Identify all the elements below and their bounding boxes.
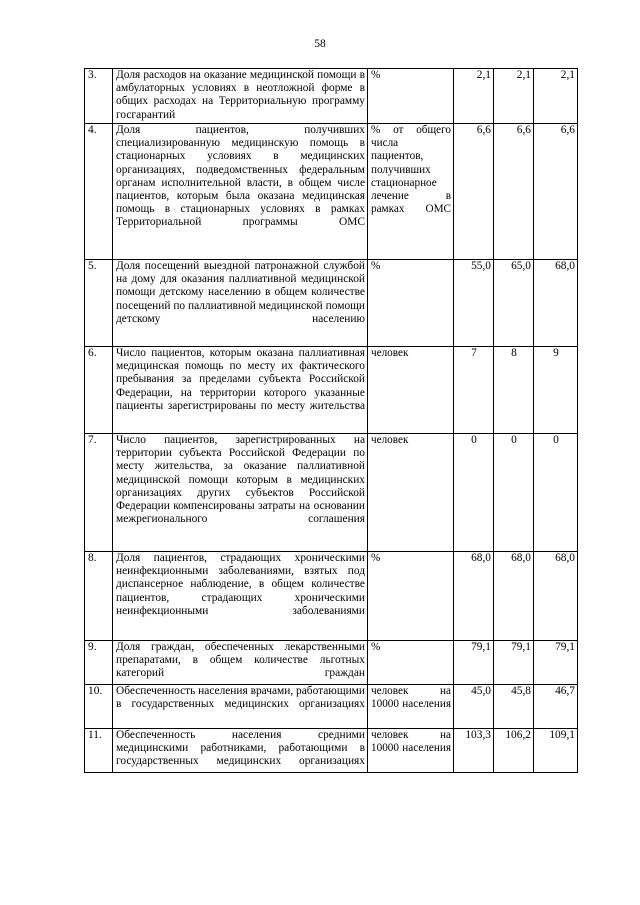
value-year-2: 8 <box>494 347 534 434</box>
table-row <box>85 69 578 124</box>
unit-of-measure: % <box>368 641 454 685</box>
table-row <box>85 552 578 641</box>
value-year-3: 0 <box>534 434 578 552</box>
indicator-name: Обеспеченность населения врачами, работающими в государственных медицинских организациях <box>113 685 368 729</box>
table-row <box>85 347 578 434</box>
value-year-2: 79,1 <box>494 641 534 685</box>
table-row <box>85 641 578 685</box>
row-number: 11. <box>85 729 113 773</box>
row-number: 5. <box>85 260 113 347</box>
page-number: 58 <box>314 38 326 50</box>
row-number: 8. <box>85 552 113 641</box>
value-year-2: 68,0 <box>494 552 534 641</box>
indicator-name: Доля пациентов, страдающих хроническими неинфекционными заболеваниями, взятых под диспансерное наблюдение, в общем количестве пациентов, страдающих хроническими неинфекционными заболеваниями <box>113 552 368 641</box>
unit-of-measure: % <box>368 69 454 124</box>
unit-of-measure: % от общего числа пациентов, получивших стационарное лечение в рамках ОМС <box>368 124 454 260</box>
row-number: 9. <box>85 641 113 685</box>
indicator-name: Число пациентов, которым оказана паллиативная медицинская помощь по месту их фактического пребывания за пределами субъекта Российской Федерации, на территории которого указанные пациенты зарегистрированы по месту жительства <box>113 347 368 434</box>
unit-of-measure: человек на 10000 населения <box>368 729 454 773</box>
row-number: 4. <box>85 124 113 260</box>
value-year-2: 45,8 <box>494 685 534 729</box>
unit-of-measure: человек <box>368 434 454 552</box>
value-year-2: 2,1 <box>494 69 534 124</box>
indicator-name: Доля посещений выездной патронажной службой на дому для оказания паллиативной медицинской помощи детскому населению в общем количестве посещений по паллиативной медицинской помощи детскому населению <box>113 260 368 347</box>
value-year-3: 46,7 <box>534 685 578 729</box>
value-year-3: 9 <box>534 347 578 434</box>
value-year-1: 45,0 <box>454 685 494 729</box>
value-year-1: 0 <box>454 434 494 552</box>
unit-of-measure: % <box>368 260 454 347</box>
value-year-1: 103,3 <box>454 729 494 773</box>
value-year-1: 7 <box>454 347 494 434</box>
indicators-table <box>84 68 578 773</box>
value-year-2: 0 <box>494 434 534 552</box>
row-number: 6. <box>85 347 113 434</box>
value-year-1: 55,0 <box>454 260 494 347</box>
row-number: 10. <box>85 685 113 729</box>
table-row <box>85 434 578 552</box>
value-year-3: 68,0 <box>534 260 578 347</box>
indicator-name: Обеспеченность населения средними медицинскими работниками, работающими в государственных медицинских организациях <box>113 729 368 773</box>
unit-of-measure: % <box>368 552 454 641</box>
value-year-1: 79,1 <box>454 641 494 685</box>
table-row <box>85 260 578 347</box>
value-year-3: 2,1 <box>534 69 578 124</box>
indicator-name: Доля граждан, обеспеченных лекарственными препаратами, в общем количестве льготных категорий граждан <box>113 641 368 685</box>
value-year-3: 68,0 <box>534 552 578 641</box>
value-year-3: 109,1 <box>534 729 578 773</box>
indicator-name: Доля пациентов, получивших специализированную медицинскую помощь в стационарных условиях в медицинских организациях, подведомственных федеральным органам исполнительной власти, в общем числе пациентов, которым была оказана медицинская помощь в стационарных условиях в рамках Территориальной программы ОМС <box>113 124 368 260</box>
value-year-1: 2,1 <box>454 69 494 124</box>
unit-of-measure: человек на 10000 населения <box>368 685 454 729</box>
value-year-2: 65,0 <box>494 260 534 347</box>
table-row <box>85 124 578 260</box>
table-row <box>85 685 578 729</box>
row-number: 7. <box>85 434 113 552</box>
value-year-3: 6,6 <box>534 124 578 260</box>
value-year-1: 68,0 <box>454 552 494 641</box>
value-year-2: 106,2 <box>494 729 534 773</box>
row-number: 3. <box>85 69 113 124</box>
table-row <box>85 729 578 773</box>
value-year-2: 6,6 <box>494 124 534 260</box>
value-year-3: 79,1 <box>534 641 578 685</box>
unit-of-measure: человек <box>368 347 454 434</box>
indicator-name: Доля расходов на оказание медицинской помощи в амбулаторных условиях в неотложной форме в общих расходах на Территориальную программу госгарантий <box>113 69 368 124</box>
indicator-name: Число пациентов, зарегистрированных на территории субъекта Российской Федерации по месту жительства, за оказание паллиативной медицинской помощи которым в медицинских организациях других субъектов Российской Федерации компенсированы затраты на основании межрегионального соглашения <box>113 434 368 552</box>
value-year-1: 6,6 <box>454 124 494 260</box>
